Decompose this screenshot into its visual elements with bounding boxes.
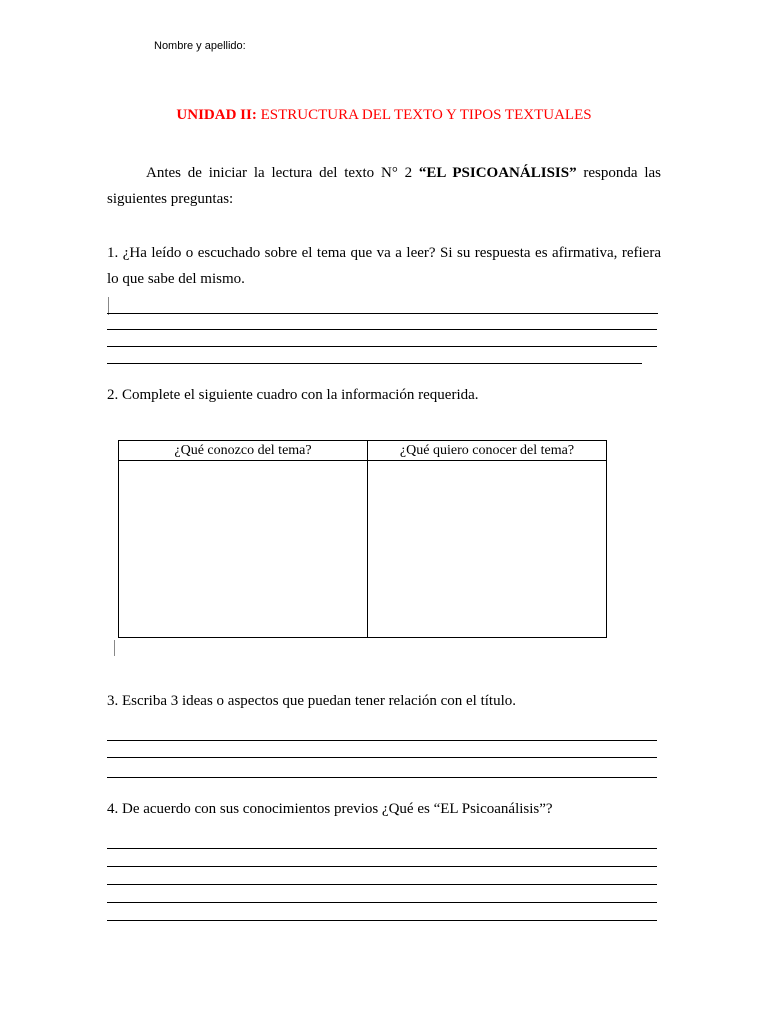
question-4: 4. De acuerdo con sus conocimientos previos ¿Qué es “EL Psicoanálisis”? (107, 801, 553, 817)
intro-book-title: “EL PSICOANÁLISIS” (418, 165, 577, 181)
answer-line-4-2[interactable] (107, 866, 657, 867)
intro-paragraph (107, 160, 661, 212)
intro-after: responda las siguientes preguntas: (107, 165, 661, 207)
answer-line-4-5[interactable] (107, 920, 657, 921)
question-2: 2. Complete el siguiente cuadro con la información requerida. (107, 387, 479, 403)
question-1: 1. ¿Ha leído o escuchado sobre el tema que va a leer? Si su respuesta es afirmativa, refiera lo que sabe del mismo. (107, 245, 661, 287)
question-3: 3. Escriba 3 ideas o aspectos que puedan tener relación con el título. (107, 693, 517, 709)
table-header-known: ¿Qué conozco del tema? (119, 441, 368, 461)
answer-line-1-2[interactable] (107, 329, 657, 330)
answer-line-1-3[interactable] (107, 346, 657, 347)
page-title (0, 107, 768, 124)
intro-before: Antes de iniciar la lectura del texto N° 2 (146, 165, 419, 181)
table-cell-want[interactable] (368, 461, 607, 638)
answer-line-3-1[interactable] (107, 740, 657, 741)
answer-line-4-4[interactable] (107, 902, 657, 903)
table-cell-known[interactable] (119, 461, 368, 638)
answer-line-1-1[interactable] (107, 313, 658, 314)
answer-line-3-3[interactable] (107, 777, 657, 778)
answer-line-3-2[interactable] (107, 757, 657, 758)
title-unit: UNIDAD II: (176, 107, 257, 123)
table-header-want: ¿Qué quiero conocer del tema? (368, 441, 607, 461)
name-label: Nombre y apellido: (154, 40, 246, 52)
answer-line-4-3[interactable] (107, 884, 657, 885)
knowledge-table (118, 440, 607, 638)
title-text: ESTRUCTURA DEL TEXTO Y TIPOS TEXTUALES (256, 107, 592, 123)
text-cursor (114, 640, 115, 656)
answer-line-4-1[interactable] (107, 848, 657, 849)
answer-line-1-4[interactable] (107, 363, 642, 364)
